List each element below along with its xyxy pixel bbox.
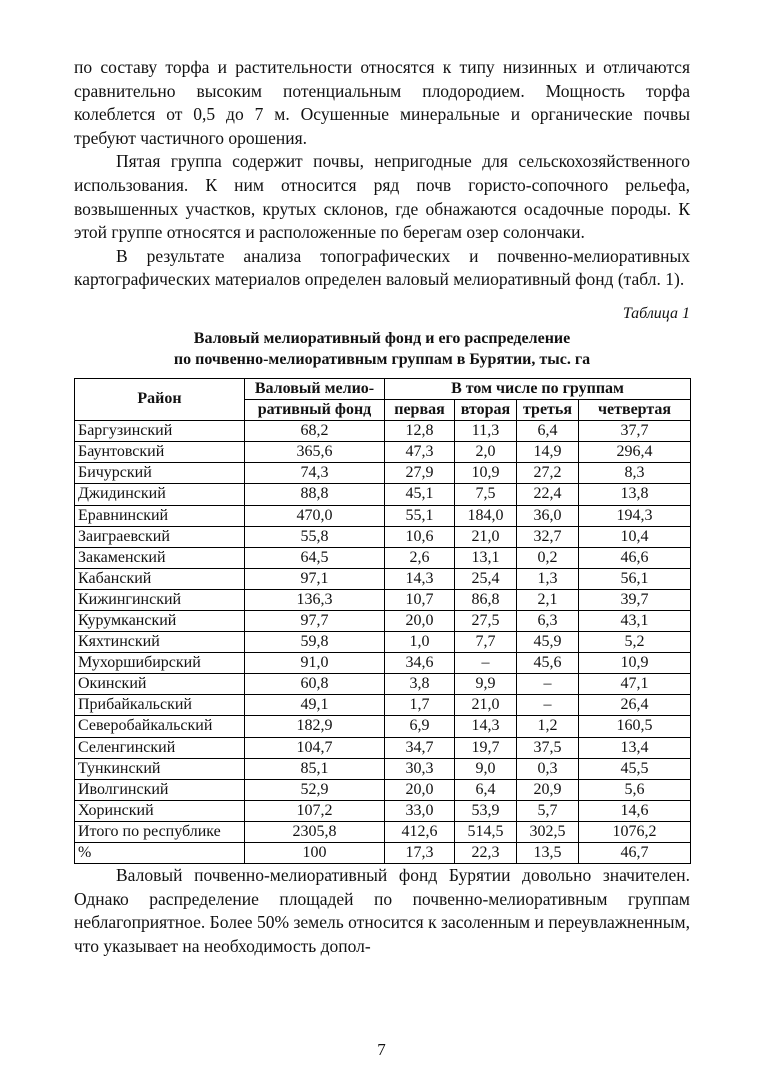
table-cell: 13,4 [579, 737, 691, 758]
table-cell: 184,0 [455, 505, 517, 526]
table-cell: 1,0 [385, 632, 455, 653]
page-body [74, 56, 690, 958]
table-cell: 5,6 [579, 779, 691, 800]
table-caption: Таблица 1 [622, 304, 690, 322]
table-cell: 22,4 [517, 484, 579, 505]
table-cell: 37,7 [579, 421, 691, 442]
table-cell: 10,7 [385, 589, 455, 610]
table-row [75, 463, 691, 484]
table-cell: 64,5 [245, 547, 385, 568]
table-cell: 14,6 [579, 800, 691, 821]
table-cell: 2,6 [385, 547, 455, 568]
table-cell: 36,0 [517, 505, 579, 526]
table-cell: 39,7 [579, 589, 691, 610]
table-cell: 6,4 [455, 779, 517, 800]
table-row [75, 843, 691, 864]
header-group-3: третья [517, 400, 579, 421]
table-cell: 13,5 [517, 843, 579, 864]
table-row [75, 547, 691, 568]
table-cell: 37,5 [517, 737, 579, 758]
table-cell: 59,8 [245, 632, 385, 653]
district-name: Тункинский [75, 758, 245, 779]
table-cell: 2305,8 [245, 821, 385, 842]
table-row [75, 695, 691, 716]
table-cell: 19,7 [455, 737, 517, 758]
table-row [75, 421, 691, 442]
table-cell: 46,7 [579, 843, 691, 864]
table-cell: 43,1 [579, 610, 691, 631]
table-cell: 10,4 [579, 526, 691, 547]
district-name: Кабанский [75, 568, 245, 589]
table-row [75, 737, 691, 758]
table-cell: 52,9 [245, 779, 385, 800]
table-row [75, 779, 691, 800]
table-cell: 97,7 [245, 610, 385, 631]
table-cell: 104,7 [245, 737, 385, 758]
district-name: Северобайкальский [75, 716, 245, 737]
table-cell: – [517, 674, 579, 695]
table-cell: 13,8 [579, 484, 691, 505]
table-cell: 0,3 [517, 758, 579, 779]
table-cell: 6,4 [517, 421, 579, 442]
table-cell: 1,7 [385, 695, 455, 716]
table-cell: 55,8 [245, 526, 385, 547]
district-name: Кижингинский [75, 589, 245, 610]
table-row [75, 568, 691, 589]
table-row [75, 505, 691, 526]
table-cell: 5,7 [517, 800, 579, 821]
district-name: Джидинский [75, 484, 245, 505]
table-cell: 194,3 [579, 505, 691, 526]
table-cell: 49,1 [245, 695, 385, 716]
table-cell: 34,7 [385, 737, 455, 758]
table-cell: 97,1 [245, 568, 385, 589]
table-row [75, 821, 691, 842]
table-cell: 47,1 [579, 674, 691, 695]
table-title-line-1: Валовый мелиоративный фонд и его распределение [193, 329, 571, 347]
table-cell: 20,0 [385, 779, 455, 800]
table-cell: 14,3 [385, 568, 455, 589]
table-cell: 20,0 [385, 610, 455, 631]
table-cell: 45,9 [517, 632, 579, 653]
table-cell: 10,9 [455, 463, 517, 484]
table-row [75, 484, 691, 505]
table-cell: 365,6 [245, 442, 385, 463]
table-cell: 21,0 [455, 695, 517, 716]
table-cell: 27,2 [517, 463, 579, 484]
district-name: Итого по республике [75, 821, 245, 842]
district-name: Прибайкальский [75, 695, 245, 716]
table-cell: 7,7 [455, 632, 517, 653]
table-row [75, 442, 691, 463]
header-group-4: четвертая [579, 400, 691, 421]
table-cell: 45,5 [579, 758, 691, 779]
table-cell: 17,3 [385, 843, 455, 864]
table-row [75, 716, 691, 737]
table-cell: 6,9 [385, 716, 455, 737]
table-cell: 86,8 [455, 589, 517, 610]
table-cell: 11,3 [455, 421, 517, 442]
table-cell: 60,8 [245, 674, 385, 695]
table-cell: 9,0 [455, 758, 517, 779]
table-cell: 14,3 [455, 716, 517, 737]
table-cell: 91,0 [245, 653, 385, 674]
meliorative-fund-table [74, 378, 691, 864]
table-cell: 296,4 [579, 442, 691, 463]
table-cell: 56,1 [579, 568, 691, 589]
district-name: % [75, 843, 245, 864]
table-cell: 1,2 [517, 716, 579, 737]
table-cell: 53,9 [455, 800, 517, 821]
district-name: Хоринский [75, 800, 245, 821]
table-cell: 6,3 [517, 610, 579, 631]
district-name: Закаменский [75, 547, 245, 568]
table-cell: 22,3 [455, 843, 517, 864]
district-name: Баргузинский [75, 421, 245, 442]
table-row [75, 758, 691, 779]
district-name: Курумканский [75, 610, 245, 631]
table-cell: 182,9 [245, 716, 385, 737]
table-cell: 26,4 [579, 695, 691, 716]
table-cell: 10,6 [385, 526, 455, 547]
table-cell: 30,3 [385, 758, 455, 779]
table-cell: 10,9 [579, 653, 691, 674]
table-cell: 3,8 [385, 674, 455, 695]
header-fund-line-2: ративный фонд [245, 400, 385, 421]
table-cell: 514,5 [455, 821, 517, 842]
page-number: 7 [377, 1040, 386, 1059]
table-cell: 8,3 [579, 463, 691, 484]
table-cell: 412,6 [385, 821, 455, 842]
table-cell: 68,2 [245, 421, 385, 442]
table-cell: 14,9 [517, 442, 579, 463]
table-cell: 2,1 [517, 589, 579, 610]
table-cell: 46,6 [579, 547, 691, 568]
table-cell: 1076,2 [579, 821, 691, 842]
table-cell: 45,6 [517, 653, 579, 674]
table-cell: 27,5 [455, 610, 517, 631]
district-name: Иволгинский [75, 779, 245, 800]
table-cell: 45,1 [385, 484, 455, 505]
table-cell: 12,8 [385, 421, 455, 442]
table-cell: 21,0 [455, 526, 517, 547]
paragraph-3: В результате анализа топографических и почвенно-мелиоративных картографических материалов определен валовый мелиоративный фонд (табл. 1). [74, 245, 690, 290]
table-row [75, 610, 691, 631]
table-row [75, 589, 691, 610]
table-cell: 27,9 [385, 463, 455, 484]
table-cell: 32,7 [517, 526, 579, 547]
paragraph-1: по составу торфа и растительности относятся к типу низинных и отличаются сравнительно высоким потенциальным плодородием. Мощность торфа колеблется от 0,5 до 7 м. Осушенные минеральные и органические почвы требуют частичного орошения. [74, 57, 690, 148]
table-row [75, 526, 691, 547]
table-cell: 34,6 [385, 653, 455, 674]
district-name: Еравнинский [75, 505, 245, 526]
table-cell: 74,3 [245, 463, 385, 484]
table-cell: 136,3 [245, 589, 385, 610]
table-cell: 13,1 [455, 547, 517, 568]
table-row [75, 800, 691, 821]
district-name: Баунтовский [75, 442, 245, 463]
header-group-1: первая [385, 400, 455, 421]
table-cell: 33,0 [385, 800, 455, 821]
table-cell: 25,4 [455, 568, 517, 589]
table-row [75, 653, 691, 674]
table-cell: 55,1 [385, 505, 455, 526]
district-name: Мухоршибирский [75, 653, 245, 674]
district-name: Бичурский [75, 463, 245, 484]
header-groups: В том числе по группам [385, 378, 691, 399]
table-row [75, 674, 691, 695]
table-cell: – [455, 653, 517, 674]
table-cell: 100 [245, 843, 385, 864]
table-cell: 107,2 [245, 800, 385, 821]
table-cell: 5,2 [579, 632, 691, 653]
table-cell: 470,0 [245, 505, 385, 526]
table-cell: 302,5 [517, 821, 579, 842]
table-cell: 85,1 [245, 758, 385, 779]
header-district: Район [75, 378, 245, 420]
table-cell: 0,2 [517, 547, 579, 568]
header-fund-line-1: Валовый мелио- [245, 378, 385, 399]
table-cell: 7,5 [455, 484, 517, 505]
paragraph-4: Валовый почвенно-мелиоративный фонд Бурятии довольно значителен. Однако распределение площадей по почвенно-мелиоративным группам неблагоприятное. Более 50% земель относится к засоленным и переувлажненным, что указывает на необходимость допол- [74, 865, 690, 956]
header-group-2: вторая [455, 400, 517, 421]
table-cell: 88,8 [245, 484, 385, 505]
table-cell: 2,0 [455, 442, 517, 463]
table-cell: 1,3 [517, 568, 579, 589]
district-name: Заиграевский [75, 526, 245, 547]
table-row [75, 632, 691, 653]
table-body [75, 421, 691, 864]
table-cell: 160,5 [579, 716, 691, 737]
paragraph-2: Пятая группа содержит почвы, непригодные для сельскохозяйственного использования. К ним относится ряд почв гористо-сопочного рельефа, возвышенных участков, крутых склонов, где обнажаются осадочные породы. К этой группе относятся и расположенные по берегам озер солончаки. [74, 151, 690, 243]
district-name: Окинский [75, 674, 245, 695]
district-name: Кяхтинский [75, 632, 245, 653]
table-cell: – [517, 695, 579, 716]
table-cell: 47,3 [385, 442, 455, 463]
table-title-line-2: по почвенно-мелиоративным группам в Бурятии, тыс. га [173, 350, 591, 368]
table-cell: 9,9 [455, 674, 517, 695]
table-cell: 20,9 [517, 779, 579, 800]
district-name: Селенгинский [75, 737, 245, 758]
